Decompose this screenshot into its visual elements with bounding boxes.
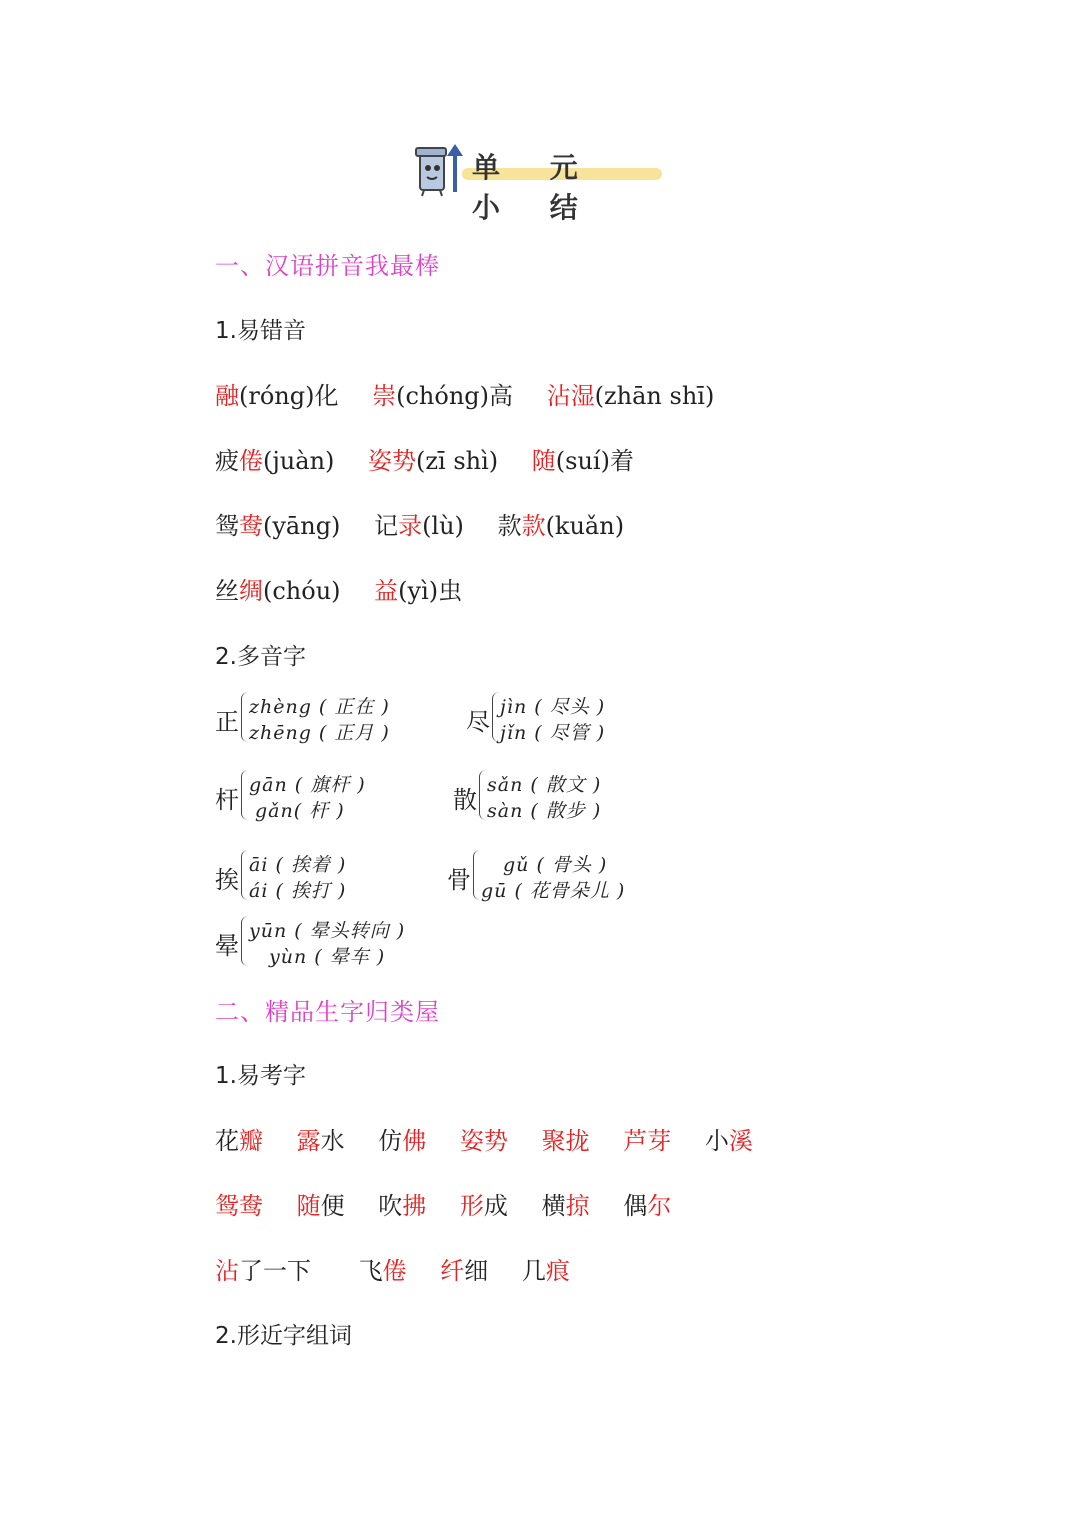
word-item: 记录(lù) bbox=[374, 512, 464, 540]
page-title: 单 元 小 结 bbox=[472, 151, 598, 224]
character-row bbox=[215, 1186, 697, 1221]
up-arrow-icon bbox=[446, 144, 464, 194]
word-item: 鸳鸯(yāng) bbox=[215, 512, 341, 540]
reading: sǎn ( 散文 ) bbox=[487, 774, 602, 796]
polyphone-char: 杆 bbox=[215, 786, 239, 814]
reading: yūn ( 晕头转向 ) bbox=[249, 920, 406, 942]
word-item: 融(róng)化 bbox=[215, 382, 339, 410]
word-item: 横掠 bbox=[541, 1192, 590, 1220]
reading: gū ( 花骨朵儿 ) bbox=[481, 880, 626, 902]
polyphone-char: 尽 bbox=[466, 708, 490, 736]
section-heading-pinyin: 一、汉语拼音我最棒 bbox=[215, 252, 440, 280]
reading: jìn ( 尽头 ) bbox=[500, 696, 606, 718]
brace-icon bbox=[479, 770, 486, 820]
character-row bbox=[215, 1251, 596, 1286]
brace-icon bbox=[473, 850, 480, 900]
word-item: 益(yì)虫 bbox=[374, 577, 463, 605]
reading: zhēng ( 正月 ) bbox=[249, 722, 390, 744]
word-item: 疲倦(juàn) bbox=[215, 447, 335, 475]
title-banner bbox=[410, 140, 670, 224]
word-item: 纤细 bbox=[440, 1257, 489, 1285]
polyphone-entry bbox=[215, 692, 435, 748]
subheading-polyphones: 2.多音字 bbox=[215, 644, 306, 670]
word-item: 崇(chóng)高 bbox=[372, 382, 514, 410]
word-item: 仿佛 bbox=[378, 1127, 427, 1155]
word-item: 小溪 bbox=[704, 1127, 753, 1155]
polyphone-char: 挨 bbox=[215, 866, 239, 894]
polyphone-entry bbox=[215, 770, 435, 826]
pinyin-row bbox=[215, 506, 650, 541]
word-item: 形成 bbox=[459, 1192, 508, 1220]
reading: gǔ ( 骨头 ) bbox=[503, 854, 608, 876]
word-item: 姿势 bbox=[459, 1127, 508, 1155]
word-item: 沾湿(zhān shī) bbox=[546, 382, 715, 410]
subheading-key-characters: 1.易考字 bbox=[215, 1063, 306, 1089]
brace-icon bbox=[241, 770, 248, 820]
polyphone-char: 骨 bbox=[447, 866, 471, 894]
word-item: 随(suí)着 bbox=[531, 447, 634, 475]
polyphone-entry bbox=[215, 850, 435, 906]
word-item: 鸳鸯 bbox=[215, 1192, 263, 1220]
polyphone-char: 正 bbox=[215, 708, 239, 736]
reading: āi ( 挨着 ) bbox=[249, 854, 347, 876]
pinyin-row bbox=[215, 571, 488, 606]
brace-icon bbox=[492, 692, 499, 742]
reading: ái ( 挨打 ) bbox=[249, 880, 347, 902]
reading: yùn ( 晕车 ) bbox=[269, 946, 386, 968]
word-item: 露水 bbox=[296, 1127, 345, 1155]
reading: jǐn ( 尽管 ) bbox=[500, 722, 606, 744]
word-item: 飞倦 bbox=[358, 1257, 407, 1285]
word-item: 花瓣 bbox=[215, 1127, 263, 1155]
polyphone-char: 晕 bbox=[215, 932, 239, 960]
word-item: 随便 bbox=[296, 1192, 345, 1220]
word-item: 沾了一下 bbox=[215, 1257, 311, 1285]
reading: sàn ( 散步 ) bbox=[487, 800, 602, 822]
pinyin-row bbox=[215, 376, 740, 411]
word-item: 款款(kuǎn) bbox=[497, 512, 625, 540]
polyphone-char: 散 bbox=[453, 786, 477, 814]
reading: gǎn( 杆 ) bbox=[255, 800, 345, 822]
character-row bbox=[215, 1121, 779, 1156]
reading: gān ( 旗杆 ) bbox=[249, 774, 366, 796]
polyphone-entry bbox=[447, 850, 707, 906]
polyphone-entry bbox=[215, 916, 475, 972]
polyphone-entry bbox=[466, 692, 686, 748]
word-item: 吹拂 bbox=[378, 1192, 427, 1220]
word-item: 丝绸(chóu) bbox=[215, 577, 341, 605]
reading: zhèng ( 正在 ) bbox=[249, 696, 390, 718]
brace-icon bbox=[241, 692, 248, 742]
word-item: 聚拢 bbox=[541, 1127, 590, 1155]
word-item: 芦芽 bbox=[623, 1127, 672, 1155]
subheading-similar-characters: 2.形近字组词 bbox=[215, 1323, 352, 1349]
brace-icon bbox=[241, 850, 248, 900]
pinyin-row bbox=[215, 441, 660, 476]
word-item: 姿势(zī shì) bbox=[368, 447, 499, 475]
word-item: 几痕 bbox=[521, 1257, 570, 1285]
subheading-error-prone-sounds: 1.易错音 bbox=[215, 318, 306, 344]
word-item: 偶尔 bbox=[623, 1192, 672, 1220]
brace-icon bbox=[241, 916, 248, 966]
section-heading-characters: 二、精品生字归类屋 bbox=[215, 998, 440, 1026]
polyphone-entry bbox=[453, 770, 693, 826]
